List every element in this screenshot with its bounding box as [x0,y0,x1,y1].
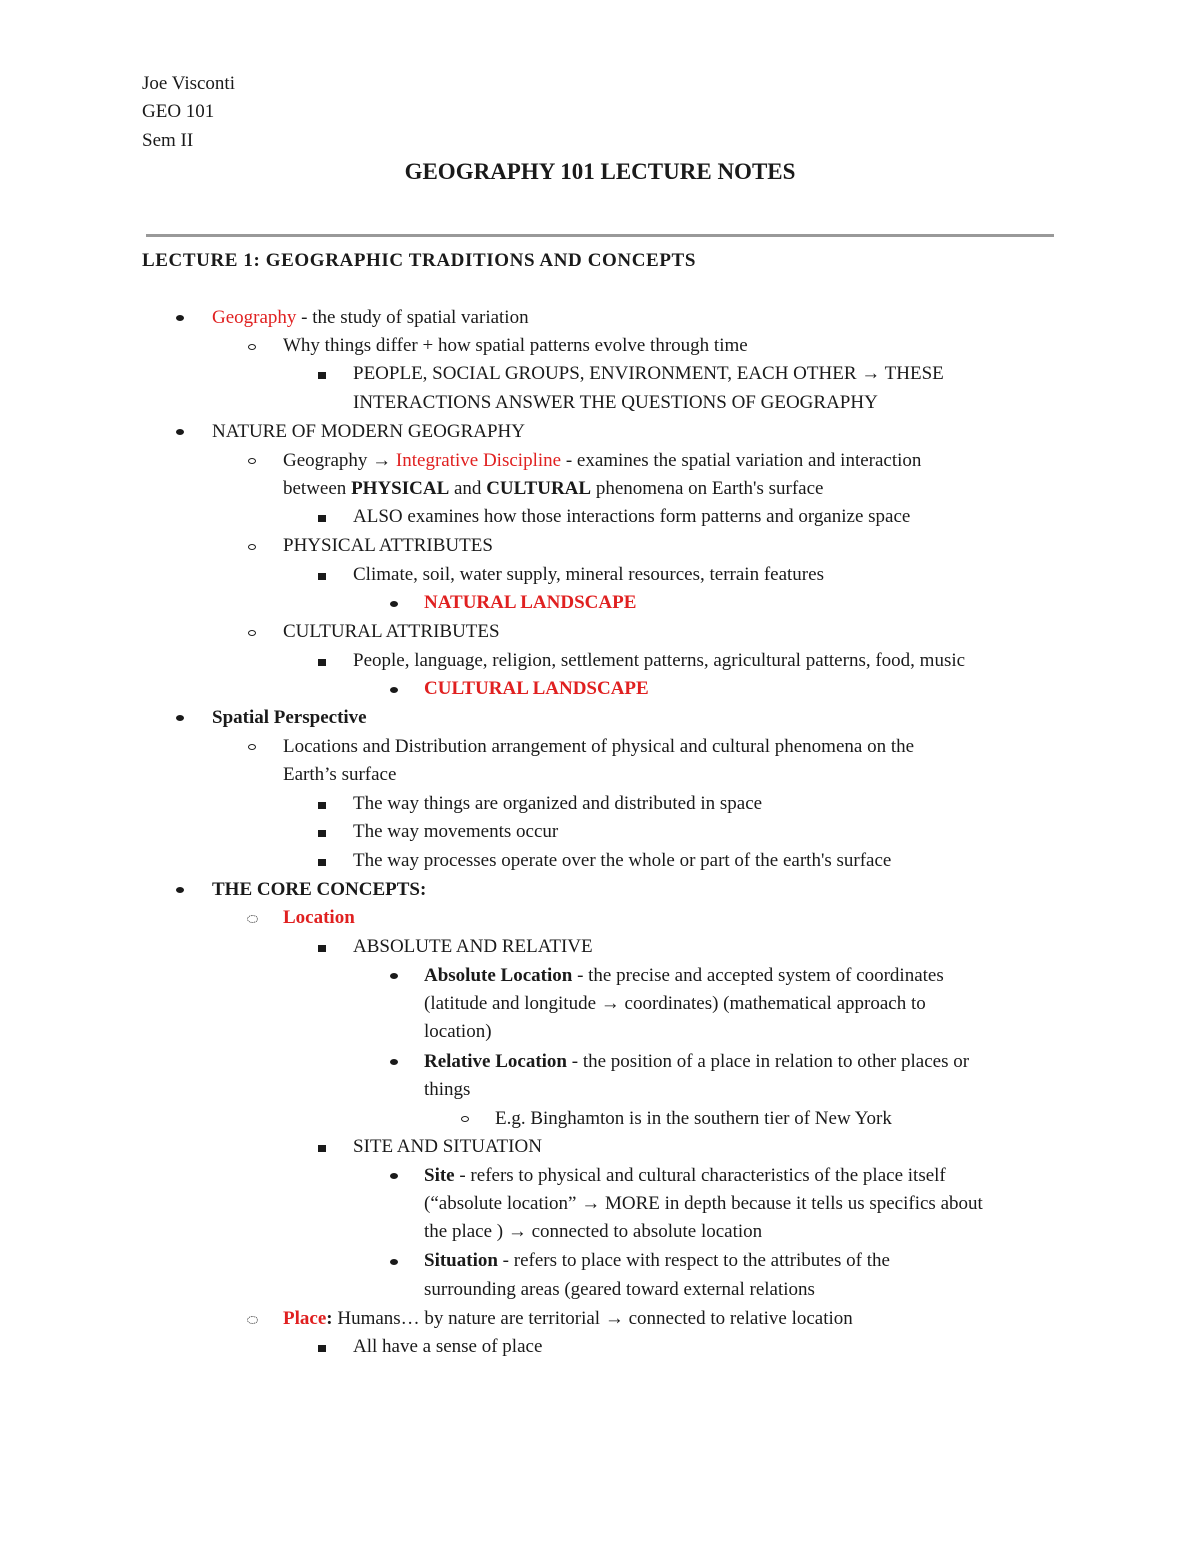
text-span: phenomena on Earth's surface [591,478,824,499]
list-item-continuation: location) [424,1021,492,1042]
bullet-circle-icon [248,458,256,464]
geography-definition: - the study of spatial variation [296,307,529,328]
list-item-continuation [283,475,823,504]
text-span: - the position of a place in relation to other places or [567,1051,970,1072]
list-item: Climate, soil, water supply, mineral resources, terrain features [353,564,824,585]
place-term: Place [283,1308,327,1329]
bullet-square-icon [318,515,326,522]
list-item-nature-heading: NATURE OF MODERN GEOGRAPHY [212,421,525,442]
author-name: Joe Visconti [142,73,235,94]
list-item: E.g. Binghamton is in the southern tier of New York [495,1108,892,1129]
geography-term: Geography [212,307,297,328]
list-item-continuation: the place ) → connected to absolute location [424,1221,763,1242]
bullet-circle-icon [248,744,256,750]
bullet-disc-icon [390,1259,398,1265]
bullet-disc-icon [390,1059,398,1065]
bullet-square-icon [318,573,326,580]
list-item: Locations and Distribution arrangement of physical and cultural phenomena on the [283,736,915,757]
list-item: Why things differ + how spatial patterns evolve through time [283,335,748,356]
list-item: All have a sense of place [353,1336,543,1357]
list-item: ABSOLUTE AND RELATIVE [353,936,593,957]
spatial-perspective-heading: Spatial Perspective [212,707,367,728]
list-item-site [424,1162,946,1191]
list-item: PEOPLE, SOCIAL GROUPS, ENVIRONMENT, EACH OTHER → THESE [353,363,944,384]
physical-term: PHYSICAL [351,478,450,499]
site-term: Site [424,1165,455,1186]
core-concepts-heading: THE CORE CONCEPTS: [212,879,427,900]
bullet-square-icon [318,1145,326,1152]
bullet-circle-icon [248,344,256,350]
list-item-continuation: Earth’s surface [283,764,397,785]
list-item-continuation: things [424,1079,471,1100]
text-span: - examines the spatial variation and interaction [561,450,922,471]
text-span: Geography → [283,450,396,471]
text-span: and [449,478,487,499]
bullet-square-icon [318,659,326,666]
bullet-square-icon [318,372,326,379]
list-item: The way processes operate over the whole or part of the earth's surface [353,850,892,871]
list-item-integrative [283,447,921,476]
list-item: CULTURAL ATTRIBUTES [283,621,500,642]
lecture-heading: LECTURE 1: GEOGRAPHIC TRADITIONS AND CONCEPTS [142,250,696,271]
list-item-continuation: surrounding areas (geared toward external relations [424,1279,815,1300]
page-title: GEOGRAPHY 101 LECTURE NOTES [404,159,796,184]
bullet-square-icon [318,802,326,809]
bullet-disc-icon [390,1173,398,1179]
location-term: Location [283,907,355,928]
natural-landscape-term: NATURAL LANDSCAPE [424,592,637,613]
list-item: ALSO examines how those interactions form patterns and organize space [353,506,911,527]
bullet-square-icon [318,859,326,866]
list-item: PHYSICAL ATTRIBUTES [283,535,493,556]
text-span: - refers to place with respect to the attributes of the [497,1250,890,1271]
integrative-discipline-term: Integrative Discipline [395,450,562,471]
horizontal-rule [146,234,1054,237]
list-item-relative [424,1048,969,1077]
relative-location-term: Relative Location [424,1051,568,1072]
bullet-disc-icon [390,973,398,979]
bullet-square-icon [318,830,326,837]
text-span: between [283,478,352,499]
list-item: The way movements occur [353,821,559,842]
bullet-circle-icon [461,1116,469,1122]
text-span: Humans… by nature are territorial → connected to relative location [332,1308,853,1329]
bullet-square-icon [318,1345,326,1352]
bullet-disc-icon [390,687,398,693]
bullet-dotted-circle-icon [247,915,258,923]
list-item-place [283,1305,853,1334]
cultural-landscape-term: CULTURAL LANDSCAPE [424,678,649,699]
bullet-dotted-circle-icon [247,1316,258,1324]
semester: Sem II [142,130,194,151]
bullet-square-icon [318,945,326,952]
list-item-continuation: (“absolute location” → MORE in depth because it tells us specifics about [424,1193,983,1214]
bullet-disc-icon [176,715,184,721]
bullet-disc-icon [390,601,398,607]
list-item: People, language, religion, settlement patterns, agricultural patterns, food, music [353,650,966,671]
list-item-continuation: INTERACTIONS ANSWER THE QUESTIONS OF GEOGRAPHY [353,392,878,413]
text-span: : [326,1308,333,1329]
course-code: GEO 101 [142,101,215,122]
bullet-disc-icon [176,887,184,893]
list-item-continuation: (latitude and longitude → coordinates) (mathematical approach to [424,993,926,1014]
bullet-circle-icon [248,630,256,636]
bullet-disc-icon [176,429,184,435]
bullet-circle-icon [248,544,256,550]
list-item-geography [212,304,529,333]
list-item: The way things are organized and distributed in space [353,793,763,814]
cultural-term: CULTURAL [486,478,592,499]
list-item: SITE AND SITUATION [353,1136,542,1157]
text-span: - refers to physical and cultural characteristics of the place itself [454,1165,946,1186]
absolute-location-term: Absolute Location [424,965,573,986]
list-item-absolute [424,962,944,991]
situation-term: Situation [424,1250,498,1271]
text-span: - the precise and accepted system of coordinates [572,965,944,986]
bullet-disc-icon [176,315,184,321]
list-item-situation [424,1247,890,1276]
